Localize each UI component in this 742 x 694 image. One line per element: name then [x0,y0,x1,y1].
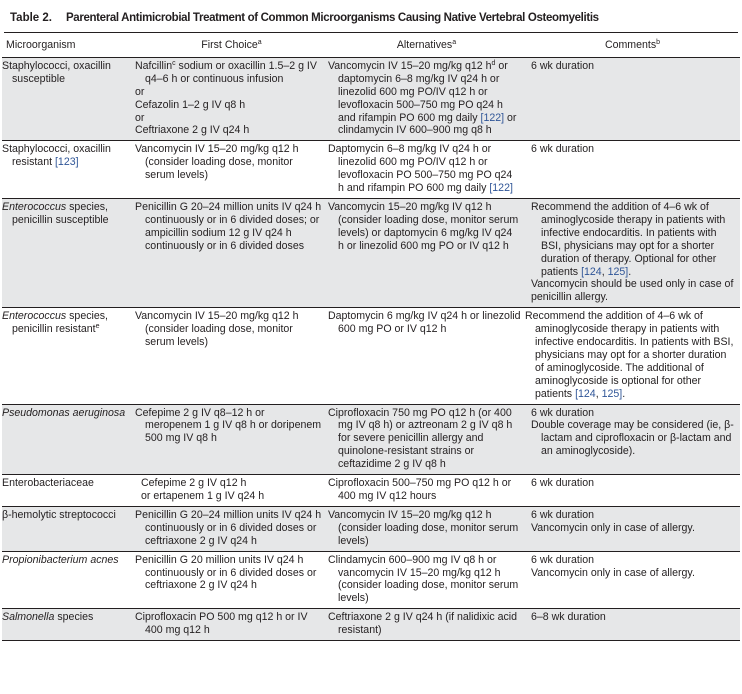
first-choice-cell: Penicillin G 20–24 million units IV q24 h continuously or in 6 divided doses or ceftriaxone 2 g IV q24 h [135,506,328,551]
first-choice-cell: Penicillin G 20 million units IV q24 h continuously or in 6 divided doses or ceftriaxone 2 g IV q24 h [135,551,328,609]
alternatives-cell: Daptomycin 6 mg/kg IV q24 h or linezolid 600 mg PO or IV q12 h [328,308,525,404]
comments-cell: 6 wk duration Vancomycin only in case of allergy. [525,506,740,551]
alternatives-cell: Ciprofloxacin 750 mg PO q12 h (or 400 mg IV q8 h) or aztreonam 2 g IV q8 h for severe penicillin allergy and quinolone-resistant strains or ceftazidime 2 g IV q8 h [328,404,525,475]
table-row [2,198,740,307]
table-row [2,308,740,404]
first-choice-cell: Cefepime 2 g IV q12 h or ertapenem 1 g IV q24 h [135,475,328,507]
comments-cell: Recommend the addition of 4–6 wk of aminoglycoside therapy in patients with infective endocarditis. In patients with BSI, physicians may opt for a shorter duration of therapy. Optional for other patients [124, 125]. Vancomycin should be used only in case of penicillin allergy. [525,198,740,307]
microorganism-cell: Enterobacteriaceae [2,475,135,507]
reference-link[interactable]: 125] [601,387,623,400]
alternatives-cell: Ceftriaxone 2 g IV q24 h (if nalidixic acid resistant) [328,609,525,641]
table-row [2,551,740,609]
header-microorganism: Microorganism [2,33,135,57]
table-row [2,475,740,507]
reference-link[interactable]: [124 [575,387,596,400]
table-label: Table 2. [10,12,52,24]
header-row [2,33,740,57]
comments-cell: 6 wk duration Vancomycin only in case of allergy. [525,551,740,609]
reference-link[interactable]: [123] [54,156,79,169]
reference-link[interactable]: [122] [489,182,513,195]
alternatives-cell: Vancomycin 15–20 mg/kg IV q12 h (consider loading dose, monitor serum levels) or daptomycin 6 mg/kg IV q24 h or linezolid 600 mg PO or IV q12 h [328,198,525,307]
first-choice-cell: Cefepime 2 g IV q8–12 h or meropenem 1 g IV q8 h or doripenem 500 mg IV q8 h [135,404,328,475]
first-choice-cell: Vancomycin IV 15–20 mg/kg q12 h (consider loading dose, monitor serum levels) [135,308,328,404]
table-row [2,609,740,641]
comments-cell: 6 wk duration [525,57,740,140]
microorganism-cell: Staphylococci, oxacillin susceptible [2,57,135,140]
first-choice-cell: Nafcillin$^c$ sodium or oxacillin 1.5–2 g IV q4–6 h or continuous infusion or Cefazolin 1–2 g IV q8 h or Ceftriaxone 2 g IV q24 h [135,57,328,140]
alternatives-cell: Vancomycin IV 15–20 mg/kg q12 h (consider loading dose, monitor serum levels) [328,506,525,551]
header-first-choice: First Choice$^a$ [135,33,328,57]
microorganism-cell: β-hemolytic streptococci [2,506,135,551]
table-row [2,404,740,475]
comments-cell: Recommend the addition of 4–6 wk of aminoglycoside therapy in patients with infective endocarditis. In patients with BSI, physicians may opt for a shorter duration of aminoglycoside. The additional of aminoglycoside is optional for other patients [124, 125]. [525,308,740,404]
comments-cell: 6 wk duration Double coverage may be considered (ie, β-lactam and ciprofloxacin or β-lactam and an aminoglycoside). [525,404,740,475]
microorganism-cell: Enterococcus species, penicillin susceptible [2,198,135,307]
first-choice-cell: Vancomycin IV 15–20 mg/kg q12 h (consider loading dose, monitor serum levels) [135,141,328,199]
alternatives-cell: Vancomycin IV 15–20 mg/kg q12 $h^d$ or daptomycin 6–8 mg/kg IV q24 h or linezolid 600 mg PO/IV q12 h or levofloxacin 500–750 mg PO q24 h and rifampin PO 600 mg daily [122] or clindamycin IV 600–900 mg q8 h [328,57,525,140]
header-alternatives: Alternatives$^a$ [328,33,525,57]
table-title: Parenteral Antimicrobial Treatment of Common Microorganisms Causing Native Vertebral Osteomyelitis [65,12,599,24]
alternatives-cell: Daptomycin 6–8 mg/kg IV q24 h or linezolid 600 mg PO/IV q12 h or levofloxacin PO 500–750 mg PO q24 h and rifampin PO 600 mg daily [122] [328,141,525,199]
microorganism-cell: Staphylococci, oxacillin resistant [123] [2,141,135,199]
antimicrobial-table [2,33,740,641]
table-row [2,141,740,199]
microorganism-cell: Propionibacterium acnes [2,551,135,609]
alternatives-cell: Ciprofloxacin 500–750 mg PO q12 h or 400 mg IV q12 hours [328,475,525,507]
first-choice-cell: Penicillin G 20–24 million units IV q24 h continuously or in 6 divided doses; or ampicillin sodium 12 g IV q24 h continuously or in 6 divided doses [135,198,328,307]
table-row [2,57,740,140]
reference-link[interactable]: [122] [480,111,505,124]
reference-link[interactable]: 125] [607,265,629,278]
comments-cell: 6 wk duration [525,475,740,507]
comments-cell: 6 wk duration [525,141,740,199]
microorganism-cell: Pseudomonas aeruginosa [2,404,135,475]
reference-link[interactable]: [124 [581,265,602,278]
first-choice-cell: Ciprofloxacin PO 500 mg q12 h or IV 400 mg q12 h [135,609,328,641]
alternatives-cell: Clindamycin 600–900 mg IV q8 h or vancomycin IV 15–20 mg/kg q12 h (consider loading dose, monitor serum levels) [328,551,525,609]
table-row [2,506,740,551]
comments-cell: 6–8 wk duration [525,609,740,641]
table-caption [2,0,740,32]
header-comments: Comments$^b$ [525,33,740,57]
microorganism-cell: Salmonella species [2,609,135,641]
microorganism-cell: Enterococcus species, penicillin resistant$^e$ [2,308,135,404]
